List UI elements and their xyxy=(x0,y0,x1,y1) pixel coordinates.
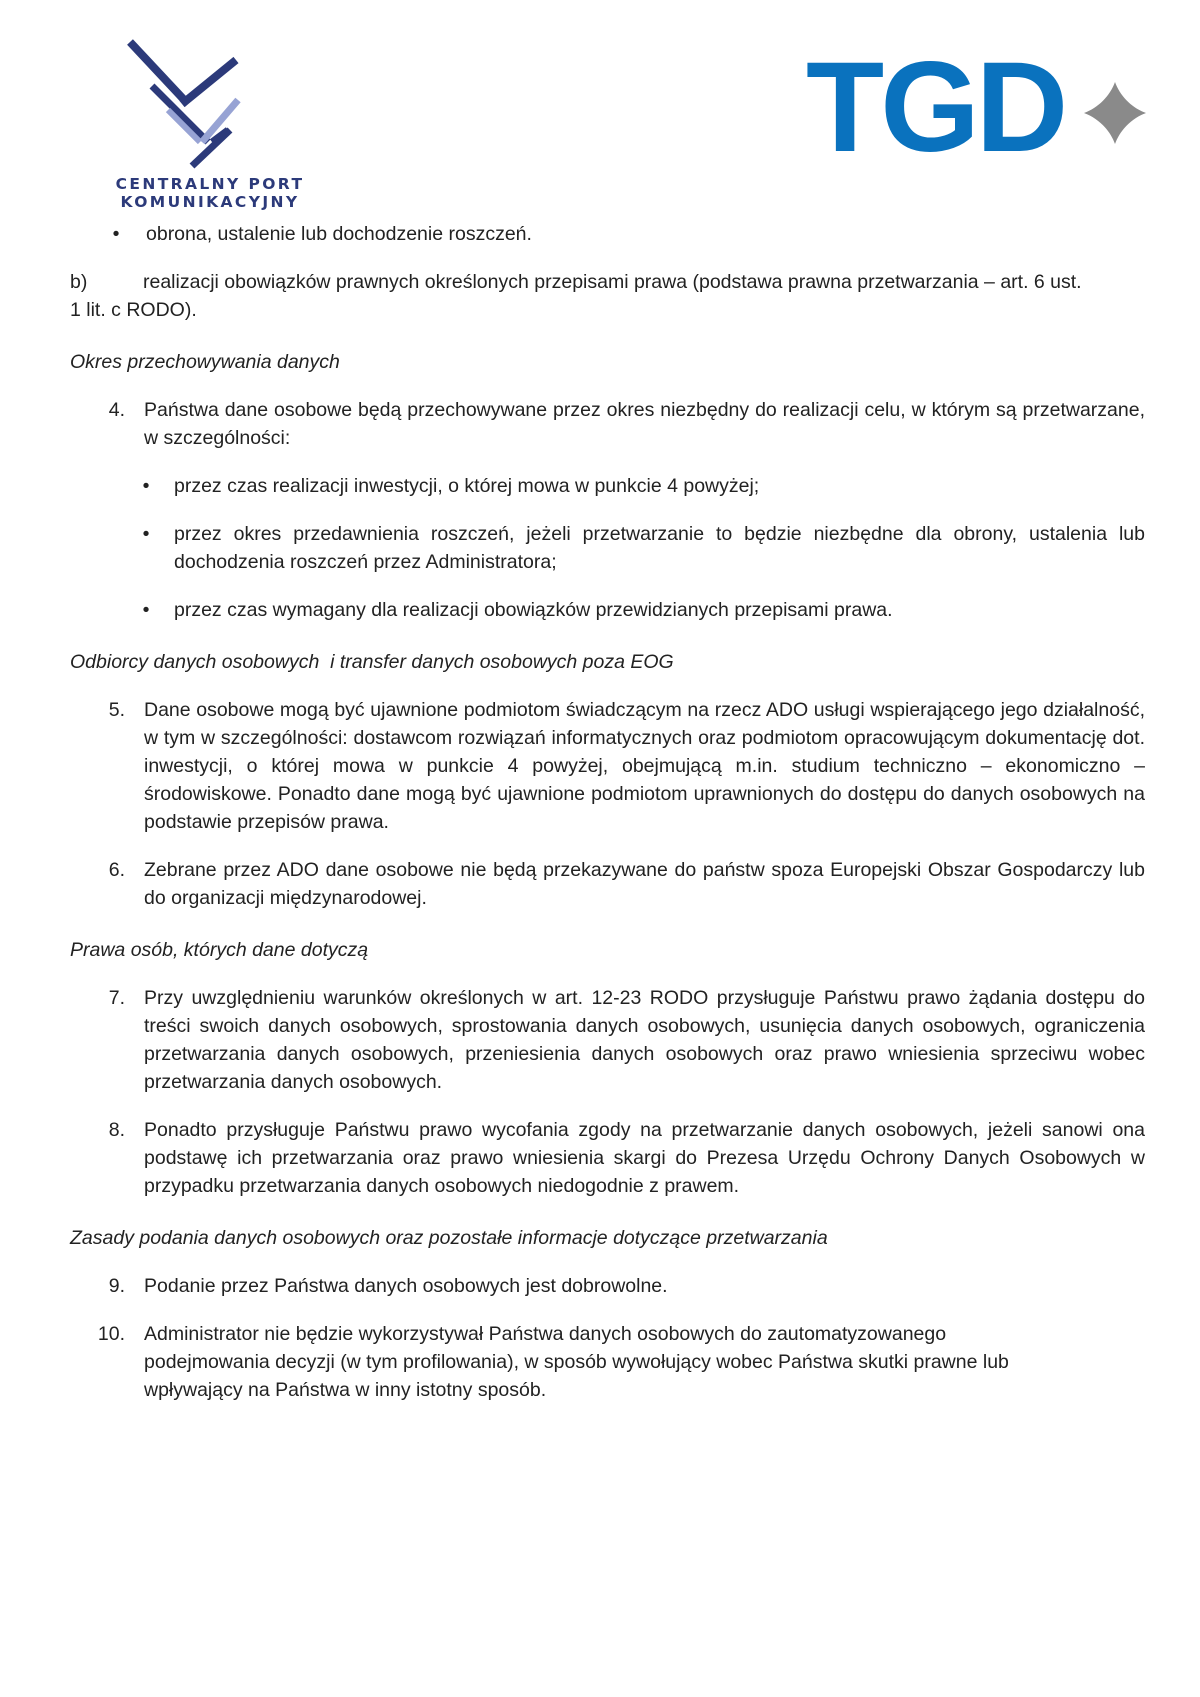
tgd-diamond-mark xyxy=(1084,82,1146,144)
section-heading: Zasady podania danych osobowych oraz pozostałe informacje dotyczące przetwarzania xyxy=(70,1227,828,1249)
bullet-icon: • xyxy=(142,475,150,497)
list-item-text-line1: realizacji obowiązków prawnych określonych przepisami prawa (podstawa prawna przetwarzania – art. 6 ust. xyxy=(143,271,1082,293)
paragraph-text-line2: podejmowania decyzji (w tym profilowania), w sposób wywołujący wobec Państwa skutki prawne lub xyxy=(144,1351,1009,1373)
numbered-paragraph xyxy=(70,396,1145,452)
list-item-text-line2: 1 lit. c RODO). xyxy=(70,299,197,321)
paragraph-number: 10. xyxy=(97,1323,125,1345)
paragraph-number: 6. xyxy=(108,859,125,881)
paragraph-text-line3: wpływający na Państwa w inny istotny sposób. xyxy=(144,1379,547,1401)
numbered-paragraph xyxy=(70,1116,1145,1200)
tgd-logo-text: TGD xyxy=(806,36,1065,179)
paragraph-number: 5. xyxy=(108,699,125,721)
tgd-logo xyxy=(806,36,1146,179)
paragraph-text: Dane osobowe mogą być ujawnione podmiotom świadczącym na rzecz ADO usługi wspierającego jego działalność, w tym w szczególności: dostawcom rozwiązań informatycznych oraz podmiotom opracowującym dokumentację dot. inwestycji, o której mowa w punkcie 4 powyżej, obejmującą m.in. studium techniczno – ekonomiczno – środowiskowe. Ponadto dane mogą być ujawnione podmiotom uprawnionych do dostępu do danych osobowych na podstawie przepisów prawa. xyxy=(144,699,1145,833)
list-item: • przez czas realizacji inwestycji, o której mowa w punkcie 4 powyżej; xyxy=(70,472,1145,500)
cpk-logo-line1: CENTRALNY PORT xyxy=(115,175,305,193)
cpk-logo-text xyxy=(110,175,310,211)
list-label: b) xyxy=(70,271,88,293)
section-heading: Okres przechowywania danych xyxy=(70,351,340,373)
paragraph-text: Podanie przez Państwa danych osobowych jest dobrowolne. xyxy=(144,1275,668,1297)
list-item: • przez okres przedawnienia roszczeń, jeżeli przetwarzanie to będzie niezbędne dla obrony, ustalenia lub dochodzenia roszczeń przez Administratora; xyxy=(70,520,1145,576)
numbered-paragraph xyxy=(70,1272,1145,1300)
cpk-chevron-mark xyxy=(120,38,300,173)
paragraph-text: Ponadto przysługuje Państwu prawo wycofania zgody na przetwarzanie danych osobowych, jeżeli sanowi ona podstawę ich przetwarzania oraz prawo wniesienia skargi do Prezesa Urzędu Ochrony Danych Osobowych w przypadku przetwarzania danych osobowych niedogodnie z prawem. xyxy=(144,1119,1145,1197)
paragraph-text: Zebrane przez ADO dane osobowe nie będą przekazywane do państw spoza Europejski Obszar Gospodarczy lub do organizacji międzynarodowej. xyxy=(144,859,1145,909)
list-item-b xyxy=(70,268,1145,324)
bullet-icon: • xyxy=(112,223,120,245)
paragraph-number: 8. xyxy=(108,1119,125,1141)
list-item: • przez czas wymagany dla realizacji obowiązków przewidzianych przepisami prawa. xyxy=(70,596,1145,624)
list-item: • obrona, ustalenie lub dochodzenie roszczeń. xyxy=(70,220,1145,248)
numbered-paragraph xyxy=(70,856,1145,912)
paragraph-number: 4. xyxy=(108,399,125,421)
document-body xyxy=(70,220,1145,1404)
bullet-icon: • xyxy=(142,523,150,545)
numbered-paragraph xyxy=(70,696,1145,836)
page-header xyxy=(0,0,1200,215)
cpk-logo xyxy=(110,38,310,213)
paragraph-text-line1: Administrator nie będzie wykorzystywał Państwa danych osobowych do zautomatyzowanego xyxy=(144,1323,947,1345)
paragraph-number: 9. xyxy=(108,1275,125,1297)
paragraph-text: Państwa dane osobowe będą przechowywane przez okres niezbędny do realizacji celu, w którym są przetwarzane, w szczególności: xyxy=(144,399,1145,449)
numbered-paragraph xyxy=(70,1320,1145,1404)
cpk-logo-line2: KOMUNIKACYJNY xyxy=(120,193,300,211)
numbered-paragraph xyxy=(70,984,1145,1096)
paragraph-text: Przy uwzględnieniu warunków określonych w art. 12-23 RODO przysługuje Państwu prawo żądania dostępu do treści swoich danych osobowych, sprostowania danych osobowych, usunięcia danych osobowych, ograniczenia przetwarzania danych osobowych, przeniesienia danych osobowych oraz prawo wniesienia sprzeciwu wobec przetwarzania danych osobowych. xyxy=(144,987,1145,1093)
bullet-icon: • xyxy=(142,599,150,621)
section-heading: Prawa osób, których dane dotyczą xyxy=(70,939,369,961)
section-heading: Odbiorcy danych osobowych i transfer danych osobowych poza EOG xyxy=(70,651,674,673)
paragraph-number: 7. xyxy=(108,987,125,1009)
